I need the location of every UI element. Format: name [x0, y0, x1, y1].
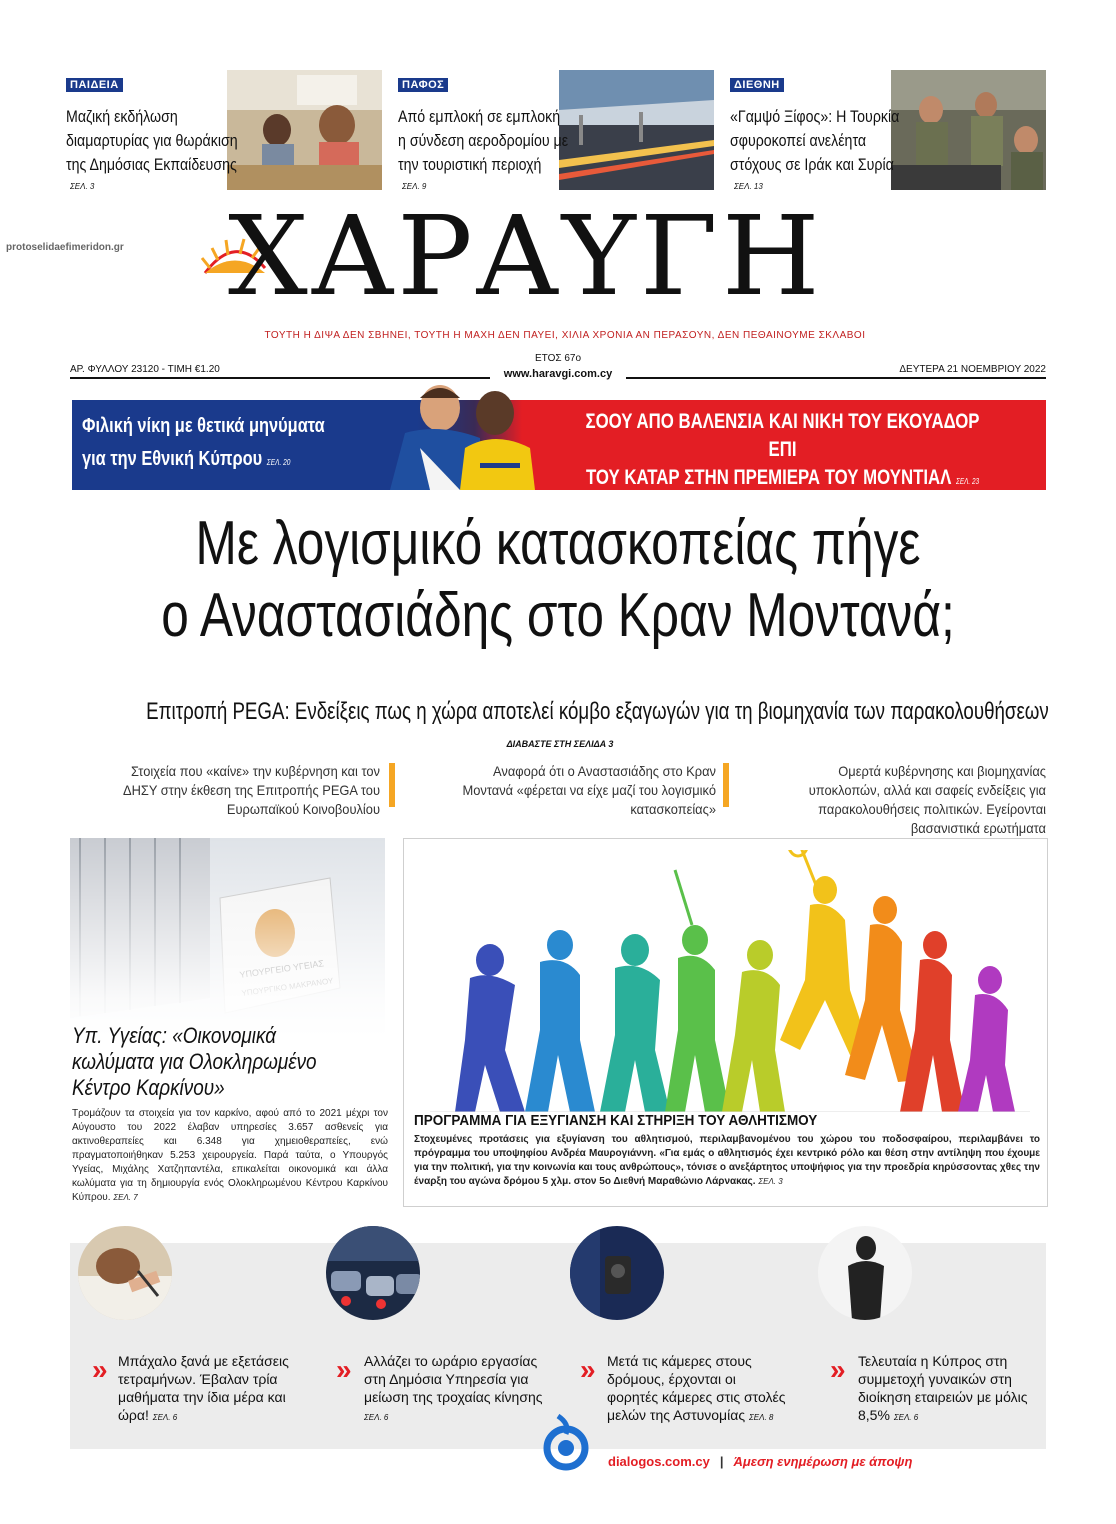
chevron-right-icon: »	[830, 1354, 846, 1385]
lead-bullet: Ομερτά κυβέρνησης και βιομηχανίας υποκλοπών, αλλά και σαφείς ενδείξεις για παρακολουθήσεις πολιτικών. Εγείρονται βασανιστικά ερωτήματα	[808, 763, 1046, 836]
section-tag: ΠΑΙΔΕΙΑ	[66, 78, 123, 92]
teaser-education[interactable]	[66, 70, 382, 190]
motto: ΤΟΥΤΗ Η ΔΙΨΑ ΔΕΝ ΣΒΗΝΕΙ, ΤΟΥΤΗ Η ΜΑΧΗ ΔΕΝ ΠΑΥΕΙ, ΧΙΛΙΑ ΧΡΟΝΙΑ ΑΝ ΠΕΡΑΣΟΥΝ, ΔΕΝ ΠΕΘΑΙΝΟΥΜΕ ΣΚΛΑΒΟΙ	[264, 330, 866, 341]
traffic-photo-image	[326, 1226, 420, 1320]
lead-bullet: Στοιχεία που «καίνε» την κυβέρνηση και τον ΔΗΣΥ στην έκθεση της Επιτροπής PEGA του Ευρωπαϊκού Κοινοβουλίου	[122, 763, 380, 817]
teaser-paphos[interactable]	[398, 70, 714, 190]
teaser-international[interactable]	[730, 70, 1046, 190]
bodycam-photo	[570, 1226, 664, 1320]
businesswoman-photo	[818, 1226, 912, 1320]
section-tag: ΔΙΕΘΝΗ	[730, 78, 784, 92]
issue-number: ΑΡ. ΦΥΛΛΟΥ 23120 - ΤΙΜΗ €1.20	[70, 364, 220, 375]
airport-road-photo	[559, 70, 714, 190]
teaser-title: Μαζική εκδήλωση διαμαρτυρίας για θωράκιση της Δημόσιας Εκπαίδευσης	[66, 108, 238, 174]
teaser-page-ref: ΣΕΛ. 9	[402, 182, 427, 191]
teaser-title: Από εμπλοκή σε εμπλοκή η σύνδεση αεροδρομίου με την τουριστική περιοχή	[398, 108, 569, 174]
chevron-right-icon: »	[580, 1354, 596, 1385]
health-headline[interactable]: Υπ. Υγείας: «Οικονομικά κωλύματα για Ολοκληρωμένο Κέντρο Καρκίνου»	[72, 1023, 317, 1100]
businesswoman-photo-image	[818, 1226, 912, 1320]
newspaper-title: ΧΑΡΑΥΓΗ	[228, 192, 824, 320]
orange-divider	[723, 763, 729, 807]
sports-left-headline[interactable]: Φιλική νίκη με θετικά μηνύματα για την Εθνική Κύπρου ΣΕΛ. 20	[82, 415, 325, 470]
section-tag: ΠΑΦΟΣ	[398, 78, 448, 92]
military-room-photo	[891, 70, 1046, 190]
orange-divider	[389, 763, 395, 807]
sports-right-headline[interactable]: ΣΟΟΥ ΑΠΟ ΒΑΛΕΝΣΙΑ ΚΑΙ ΝΙΚΗ ΤΟΥ ΕΚΟΥΑΔΟΡ ΕΠΙ ΤΟΥ ΚΑΤΑΡ ΣΤΗΝ ΠΡΕΜΙΕΡΑ ΤΟΥ ΜΟΥΝΤΙΑΛ ΣΕΛ. 23	[585, 410, 980, 489]
source-watermark: protoselidaefimeridon.gr	[6, 242, 124, 253]
health-article-body: Τρομάζουν τα στοιχεία για τον καρκίνο, αφού από το 2021 μέχρι τον Αύγουστο του 2022 έλαβαν υπηρεσίες 3.657 ασθενείς για ακτινοθεραπείες και 6.348 για χημειοθεραπείες, ενώ πραγματοποιήθηκαν 5.253 χειρουργεία. Παρά ταύτα, ο Υπουργός Υγείας, Μιχάλης Χατζηπαντέλα, επικαλείται οικονομικά και άλλα κωλύματα για τη δημιουργία ενός Ολοκληρωμένου Κέντρου Καρκίνου Κύπρου. ΣΕΛ. 7	[72, 1108, 388, 1203]
read-more-ref: ΔΙΑΒΑΣΤΕ ΣΤΗ ΣΕΛΙΔΑ 3	[506, 739, 614, 749]
teaser-page-ref: ΣΕΛ. 3	[70, 182, 95, 191]
issue-date: ΔΕΥΤΕΡΑ 21 ΝΟΕΜΒΡΙΟΥ 2022	[899, 364, 1046, 375]
main-subheadline: Επιτροπή PEGA: Ενδείξεις πως η χώρα αποτελεί κόμβο εξαγωγών για τη βιομηχανία των παρακολουθήσεων	[146, 698, 1049, 725]
exam-photo-image	[78, 1226, 172, 1320]
bottom-news-item[interactable]: Μπάχαλο ξανά με εξετάσεις τετραμήνων. Έβαλαν τρία μαθήματα την ίδια μέρα και ώρα! ΣΕΛ. 6	[118, 1353, 289, 1423]
sport-program-title: ΠΡΟΓΡΑΜΜΑ ΓΙΑ ΕΞΥΓΙΑΝΣΗ ΚΑΙ ΣΤΗΡΙΞΗ ΤΟΥ ΑΘΛΗΤΙΣΜΟΥ	[414, 1112, 818, 1129]
ministry-building-photo	[70, 838, 385, 1038]
bottom-news-item[interactable]: Αλλάζει το ωράριο εργασίας στη Δημόσια Υπηρεσία για μείωση της τροχαίας κίνησης ΣΕΛ. 6	[364, 1353, 543, 1422]
dialogos-footer[interactable]: dialogos.com.cy | Άμεση ενημέρωση με άποψη	[608, 1454, 913, 1469]
bottom-news-item[interactable]: Μετά τις κάμερες στους δρόμους, έρχονται οι φορητές κάμερες στις στολές μελών της Αστυνομίας ΣΕΛ. 8	[607, 1353, 786, 1423]
teaser-page-ref: ΣΕΛ. 13	[734, 182, 763, 191]
exam-photo	[78, 1226, 172, 1320]
classroom-photo	[227, 70, 382, 190]
teaser-title: «Γαμψό Ξίφος»: Η Τουρκία σφυροκοπεί ανελέητα στόχους σε Ιράκ και Συρία	[730, 108, 900, 174]
footballers-photo	[360, 378, 560, 490]
main-headline[interactable]: Με λογισμικό κατασκοπείας πήγε ο Αναστασιάδης στο Κραν Μοντανά;	[161, 509, 955, 650]
sport-program-body: Στοχευμένες προτάσεις για εξυγίανση του αθλητισμού, περιλαμβανομένου του χώρου του ποδοσφαίρου, περιλαμβάνει το πρόγραμμα του υποψηφίου Ανδρέα Μαυρογιάννη. «Για εμάς ο αθλητισμός έχει κεντρικό ρόλο και θέση στην αντίληψη που έχουμε για την πολιτική, για την κοινωνία και τους ανθρώπους», τόνισε ο ανεξάρτητος υποψήφιος για την προεδρία κηρύσσοντας χθες την έναρξη του αγώνα δρόμου 5 χλμ. στον 5ο Διεθνή Μαραθώνιο Λάρνακας. ΣΕΛ. 3	[414, 1134, 1040, 1187]
bodycam-photo-image	[570, 1226, 664, 1320]
website-link[interactable]: www.haravgi.com.cy	[490, 368, 626, 380]
athletes-silhouettes-illustration	[430, 850, 1030, 1112]
dialogos-logo-icon	[540, 1412, 592, 1472]
chevron-right-icon: »	[336, 1354, 352, 1385]
chevron-right-icon: »	[92, 1354, 108, 1385]
traffic-photo	[326, 1226, 420, 1320]
edition-year: ΕΤΟΣ 67ο	[534, 353, 582, 364]
bottom-news-item[interactable]: Τελευταία η Κύπρος στη συμμετοχή γυναικών στη διοίκηση εταιρειών με μόλις 8,5% ΣΕΛ. 6	[858, 1353, 1028, 1423]
lead-bullet: Αναφορά ότι ο Αναστασιάδης στο Κραν Μοντανά «φέρεται να είχε μαζί του λογισμικό κατασκοπείας»	[462, 763, 716, 817]
